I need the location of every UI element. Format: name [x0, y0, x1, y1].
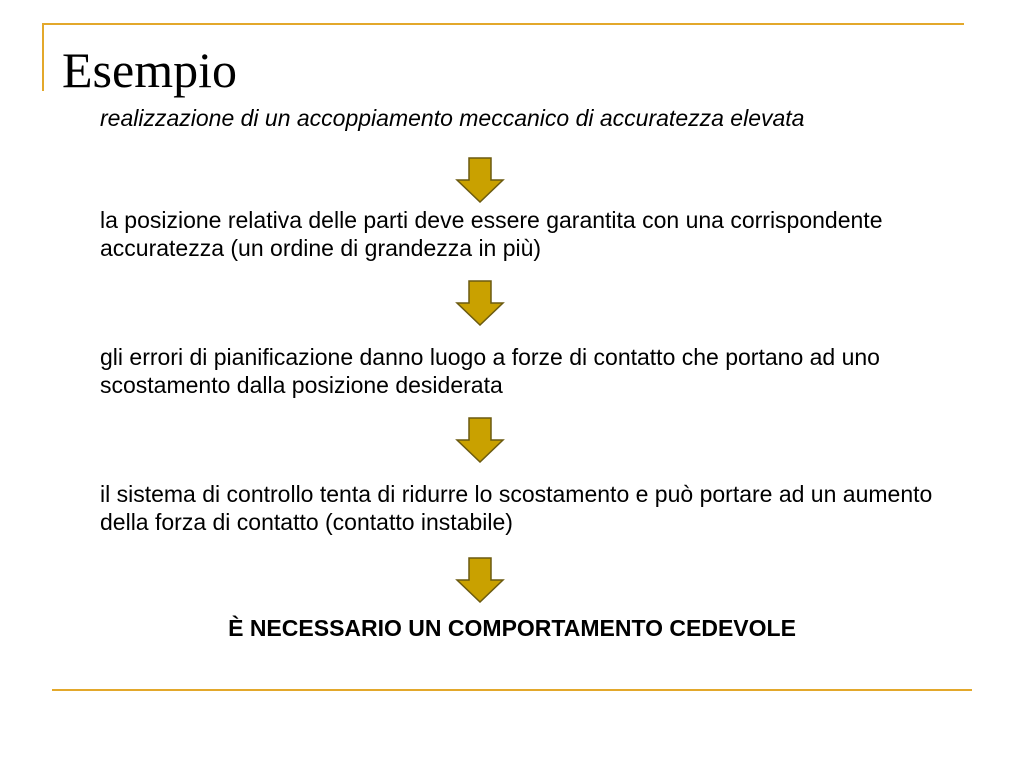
- step-2-text: la posizione relativa delle parti deve essere garantita con una corrispondente accuratezza (un ordine di grandezza in più): [100, 207, 883, 261]
- step-4-text: il sistema di controllo tenta di ridurre lo scostamento e può portare ad un aumento della forza di contatto (contatto instabile): [100, 481, 933, 535]
- down-arrow-icon: [455, 157, 505, 203]
- step-1-text: realizzazione di un accoppiamento meccanico di accuratezza elevata: [100, 105, 805, 131]
- step-3-text: gli errori di pianificazione danno luogo a forze di contatto che portano ad uno scostamento dalla posizione desiderata: [100, 344, 880, 398]
- slide-title: Esempio: [62, 42, 237, 98]
- down-arrow-icon: [455, 417, 505, 463]
- bottom-border-line: [52, 689, 972, 691]
- down-arrow-icon: [455, 280, 505, 326]
- conclusion-text: È NECESSARIO UN COMPORTAMENTO CEDEVOLE: [228, 615, 796, 641]
- down-arrow-icon: [455, 557, 505, 603]
- top-border-line: [42, 23, 964, 25]
- left-border-line: [42, 23, 44, 91]
